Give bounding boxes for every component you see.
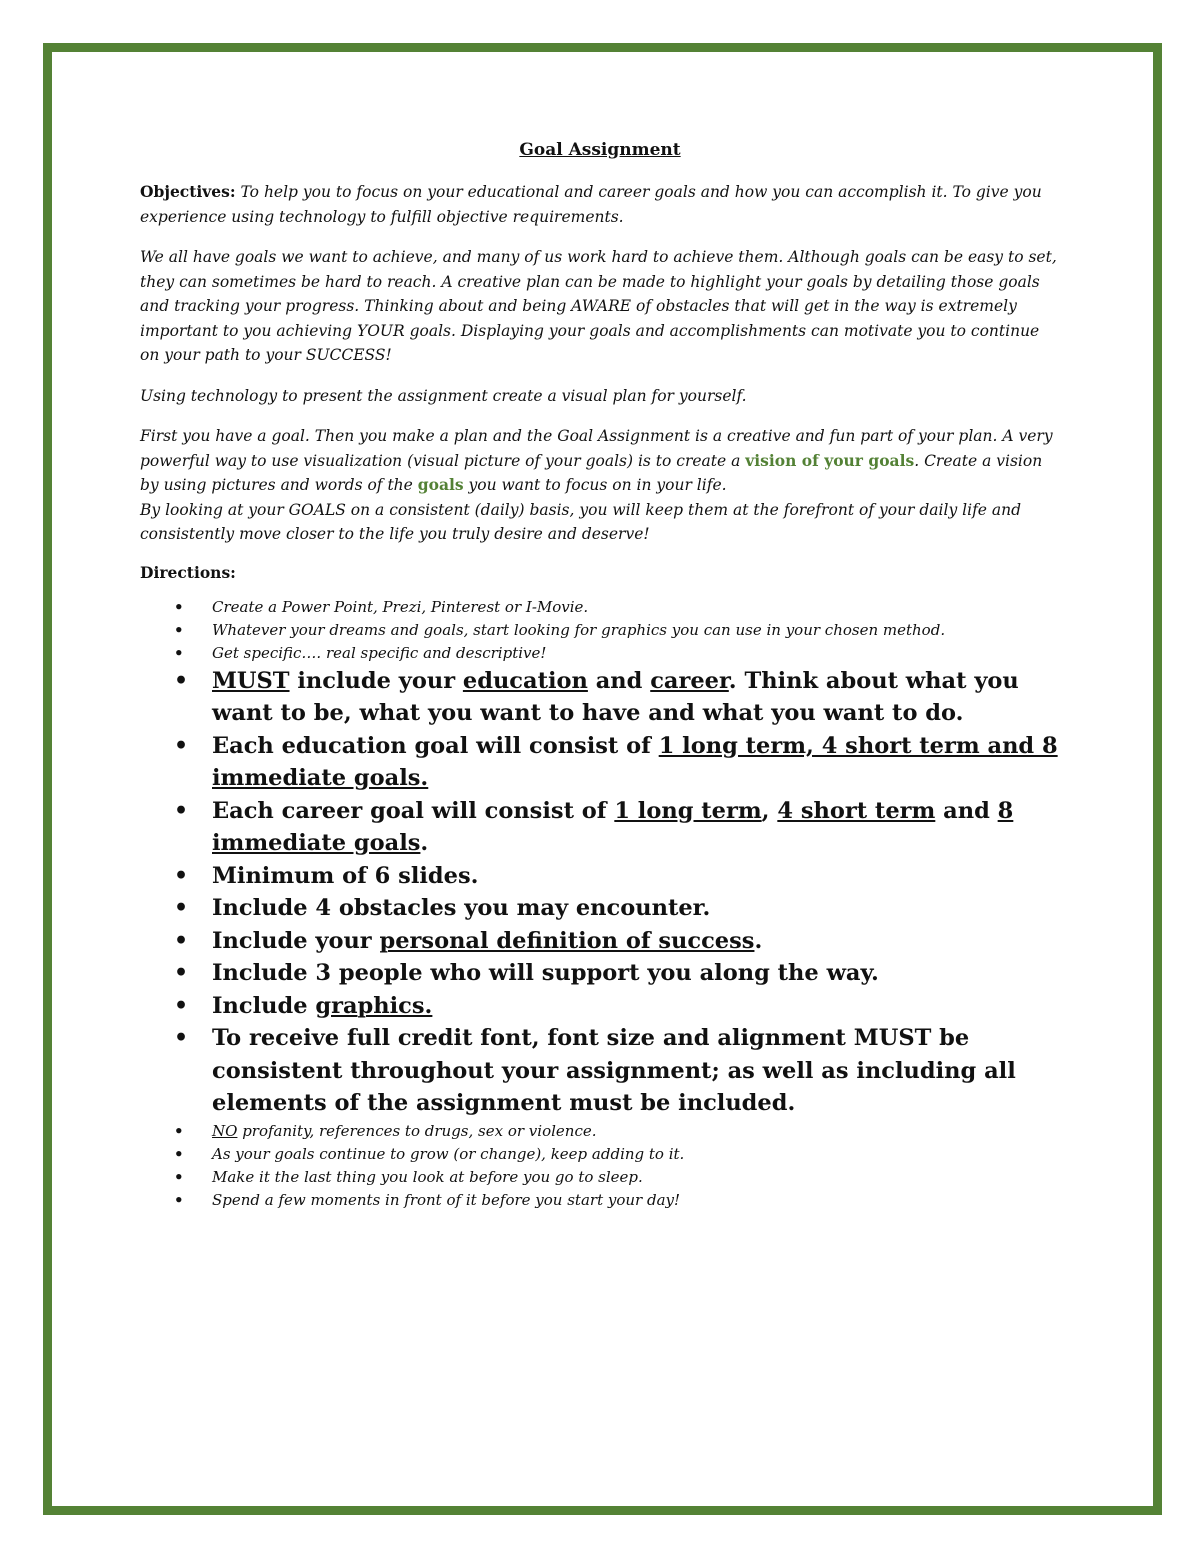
document-title: Goal Assignment bbox=[519, 140, 681, 160]
vision-paragraph bbox=[140, 424, 1060, 498]
document-body bbox=[140, 140, 1060, 1212]
career-text-1: Each career goal will consist of bbox=[212, 797, 615, 824]
edu-underlined: 1 long term, 4 short term and 8 immediate goals. bbox=[212, 732, 1058, 791]
list-item: • Get specific…. real specific and descriptive! bbox=[140, 642, 1060, 665]
career-short-term: 4 short term bbox=[777, 797, 936, 824]
list-item-must bbox=[140, 665, 1060, 730]
objectives-paragraph bbox=[140, 180, 1060, 229]
career-word: career bbox=[650, 667, 729, 694]
list-item-obstacles: • Include 4 obstacles you may encounter. bbox=[140, 892, 1060, 925]
career-text-4: . bbox=[420, 830, 429, 856]
must-word: MUST bbox=[212, 667, 290, 694]
daily-paragraph: By looking at your GOALS on a consistent (daily) basis, you will keep them at the forefront of your daily life and consistently move closer to the life you truly desire and deserve! bbox=[140, 500, 1022, 543]
vision-text-c: you want to focus on in your life. bbox=[463, 476, 727, 494]
vision-highlight: vision of your goals bbox=[745, 450, 915, 470]
directions-list bbox=[140, 596, 1060, 1212]
list-item-success bbox=[140, 925, 1060, 958]
list-item-credit: • To receive full credit font, font size and alignment MUST be consistent throughout your assignment; as well as including all elements of the assignment must be included. bbox=[140, 1022, 1060, 1120]
success-underlined: personal definition of success bbox=[379, 927, 755, 954]
success-text-1: Include your bbox=[212, 927, 380, 954]
edu-text: Each education goal will consist of bbox=[212, 732, 659, 759]
list-item: • Create a Power Point, Prezi, Pinterest or I-Movie. bbox=[140, 596, 1060, 619]
list-item: • As your goals continue to grow (or change), keep adding to it. bbox=[140, 1143, 1060, 1166]
list-item: • Whatever your dreams and goals, start looking for graphics you can use in your chosen method. bbox=[140, 619, 1060, 642]
no-word: NO bbox=[212, 1121, 238, 1140]
directions-heading: Directions: bbox=[140, 562, 236, 582]
list-item-people: • Include 3 people who will support you along the way. bbox=[140, 957, 1060, 990]
must-text-3: . Think about what you want to be, what you want to have and what you want to do. bbox=[212, 667, 1019, 726]
list-item-career-goal bbox=[140, 795, 1060, 860]
objectives-text: To help you to focus on your educational and career goals and how you can accomplish it. To give you experience using technology to fulfill objective requirements. bbox=[140, 183, 1042, 226]
no-text: profanity, references to drugs, sex or violence. bbox=[237, 1121, 597, 1140]
intro-paragraph: We all have goals we want to achieve, and many of us work hard to achieve them. Although goals can be easy to set, they can sometimes be hard to reach. A creative plan can be made to highlight your goals by detailing those goals and tracking your progress. Thinking about and being AWARE of obstacles that will get in the way is extremely important to you achieving YOUR goals. Displaying your goals and accomplishments can motivate you to continue on your path to your SUCCESS! bbox=[140, 248, 1057, 364]
career-long-term: 1 long term bbox=[614, 797, 762, 824]
career-immediate: 8 immediate goals bbox=[212, 797, 1014, 856]
graphics-text: Include bbox=[212, 992, 316, 1019]
objectives-label: Objectives: bbox=[140, 182, 236, 201]
success-text-2: . bbox=[754, 927, 763, 954]
list-item-no bbox=[140, 1120, 1060, 1143]
list-item: • Make it the last thing you look at before you go to sleep. bbox=[140, 1166, 1060, 1189]
career-text-3: and bbox=[935, 797, 998, 824]
must-text-2: and bbox=[587, 667, 651, 694]
list-item-slides: • Minimum of 6 slides. bbox=[140, 860, 1060, 893]
vision-text-b: . Create a vision by using pictures and words of the bbox=[140, 451, 1043, 494]
graphics-underlined: graphics. bbox=[315, 992, 433, 1019]
list-item-graphics bbox=[140, 990, 1060, 1023]
technology-paragraph: Using technology to present the assignment create a visual plan for yourself. bbox=[140, 386, 747, 405]
career-text-2: , bbox=[761, 797, 778, 824]
list-item-education-goal bbox=[140, 730, 1060, 795]
must-text-1: include your bbox=[289, 667, 463, 694]
vision-text-a: First you have a goal. Then you make a plan and the Goal Assignment is a creative and fun part of your plan. A very powerful way to use visualization (visual picture of your goals) is to create a bbox=[140, 427, 1053, 470]
goals-highlight: goals bbox=[417, 475, 464, 494]
list-item: • Spend a few moments in front of it before you start your day! bbox=[140, 1189, 1060, 1212]
education-word: education bbox=[462, 667, 588, 694]
